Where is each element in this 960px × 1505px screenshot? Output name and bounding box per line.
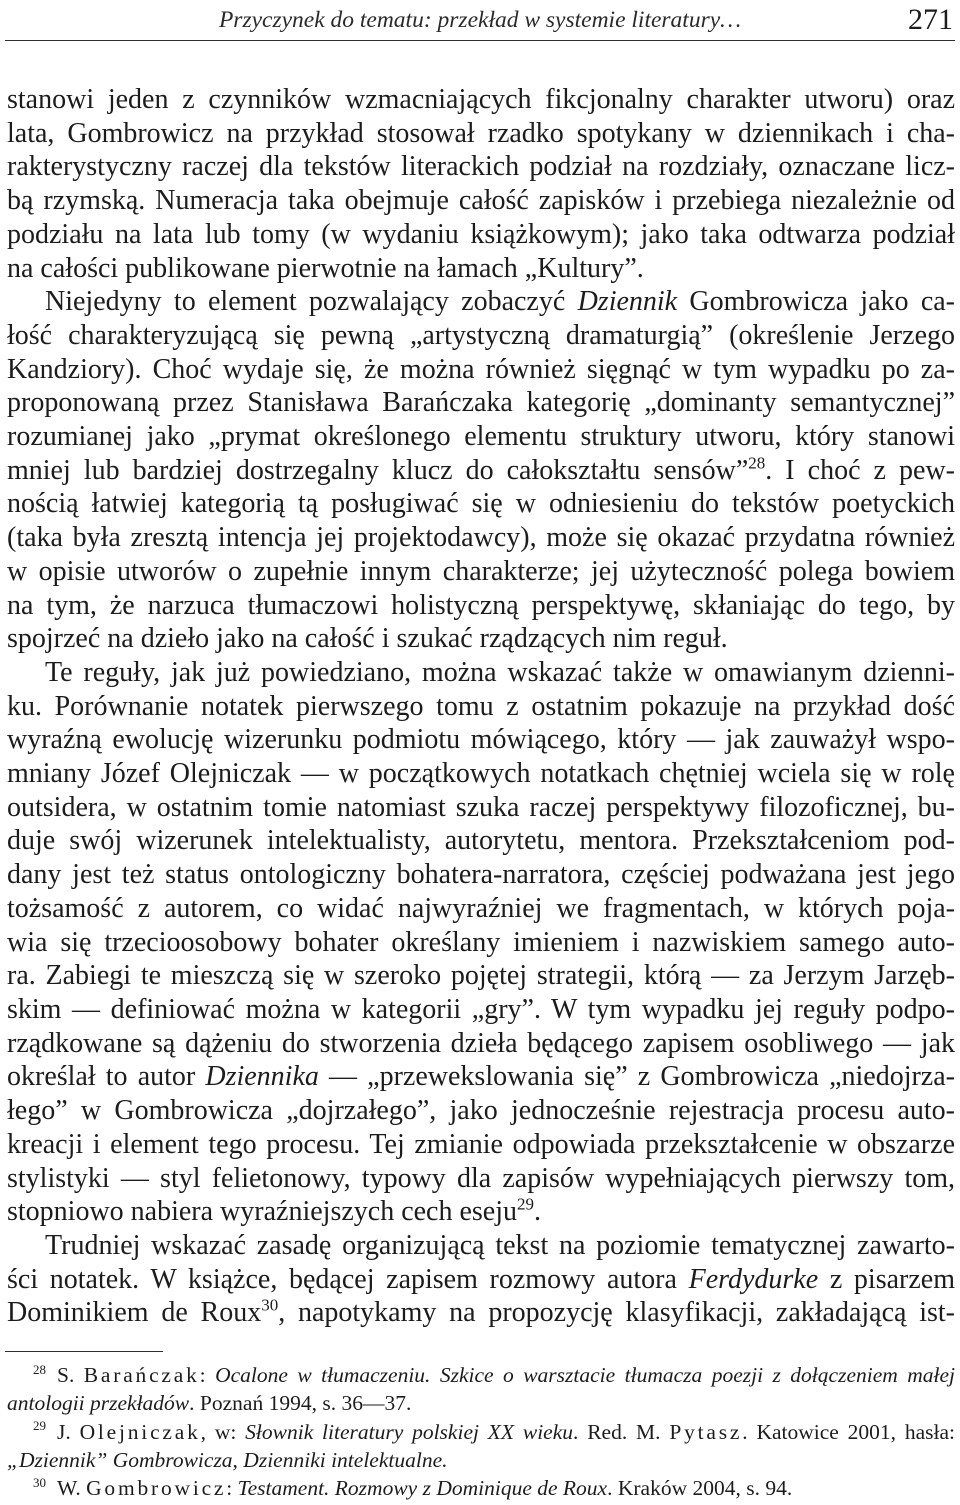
running-title: Przyczynek do tematu: przekład w systemie literatury… xyxy=(218,7,742,33)
text-line xyxy=(7,1060,955,1094)
text-run: w opisie utworów o zupełnie innym charakterze; jej użyteczność polega bowiem xyxy=(7,555,955,587)
text-run: rozumianej jako „prymat określonego elementu struktury utworu, który stanowi xyxy=(7,421,955,453)
text-run: rządkowane są dążeniu do stworzenia dzieła będącego zapisem osobliwego — jak xyxy=(7,1027,955,1059)
text-line xyxy=(7,1162,955,1196)
text-line xyxy=(7,184,955,218)
footnote xyxy=(7,1418,955,1475)
text-line xyxy=(7,824,955,858)
text-run: dany jest też status ontologiczny bohatera-narratora, częściej podważana jest jego xyxy=(7,859,955,891)
italic-text: Dziennik xyxy=(577,286,678,318)
text-run: . Kraków 2004, s. 94. xyxy=(607,1476,793,1501)
text-line xyxy=(7,252,955,286)
text-line xyxy=(7,1128,955,1162)
footnote-line xyxy=(7,1389,955,1417)
text-line xyxy=(7,656,955,690)
text-run: ku. Porównanie notatek pierwszego tomu z ostatnim pokazuje na przykład dość xyxy=(7,690,955,722)
text-line xyxy=(7,1195,955,1229)
header-rule xyxy=(5,40,955,41)
text-run: mniany Józef Olejniczak — w początkowych notatkach chętniej wciela się w rolę xyxy=(7,758,955,790)
text-line xyxy=(7,386,955,420)
text-run: Kandziory). Choć wydaje się, że można również sięgnąć w tym wypadku po za- xyxy=(7,353,955,385)
body-text xyxy=(7,83,955,1330)
footnote-number: 28 xyxy=(33,1361,46,1377)
text-line xyxy=(7,521,955,555)
text-run: . Poznań 1994, s. 36—37. xyxy=(189,1391,412,1416)
paragraph xyxy=(7,1229,955,1330)
spaced-author-name: Barańczak xyxy=(83,1363,200,1387)
paragraph xyxy=(7,83,955,285)
text-line xyxy=(7,285,955,319)
text-line xyxy=(7,926,955,960)
footnote-reference: 30 xyxy=(261,1295,279,1315)
text-line xyxy=(7,487,955,521)
text-line xyxy=(7,690,955,724)
text-line xyxy=(7,892,955,926)
italic-text: Ocalone w tłumaczeniu. Szkice o warsztacie tłumacza poezji z dołączeniem małej xyxy=(215,1363,955,1387)
text-run: określał to autor xyxy=(7,1061,206,1093)
text-run: rakterystyczny raczej dla tekstów literackich podział na rozdziały, oznaczane licz- xyxy=(7,151,955,183)
text-run: outsidera, w ostatnim tomie natomiast szuka raczej perspektywy filozoficznej, bu- xyxy=(7,791,955,823)
text-run: łego” w Gombrowicza „dojrzałego”, jako jednocześnie rejestracja procesu auto- xyxy=(7,1095,955,1127)
text-run: W. xyxy=(57,1476,87,1501)
spaced-author-name: Gombrowicz xyxy=(86,1476,227,1501)
footnote-number: 29 xyxy=(33,1418,46,1434)
text-line xyxy=(7,117,955,151)
text-run: stanowi jeden z czynników wzmacniających fikcjonalny charakter utworu) oraz xyxy=(7,84,955,115)
text-line xyxy=(7,757,955,791)
text-run: S. xyxy=(57,1363,84,1387)
text-run: stylistyki — styl felietonowy, typowy dla zapisów wypełniających pierwszy tom, xyxy=(7,1162,955,1194)
text-line xyxy=(7,959,955,993)
text-run: . Red. M. xyxy=(573,1419,670,1444)
text-line xyxy=(7,353,955,387)
italic-text: antologii przekładów xyxy=(7,1391,190,1416)
text-run: proponowaną przez Stanisława Barańczaka kategorię „dominanty semantycznej” xyxy=(7,387,955,419)
text-line xyxy=(7,1263,955,1297)
text-run: : xyxy=(199,1363,216,1387)
text-run: łość charakteryzującą się pewną „artystyczną dramaturgią” (określenie Jerzego xyxy=(7,319,955,351)
footnote-reference: 28 xyxy=(748,453,766,473)
text-line xyxy=(7,1094,955,1128)
text-line xyxy=(7,723,955,757)
text-line xyxy=(7,218,955,252)
text-run: kreacji i element tego procesu. Tej zmianie odpowiada przekształcenie w obszarze xyxy=(7,1128,955,1160)
text-run: duje swój wizerunek intelektualisty, autorytetu, mentora. Przekształceniom pod- xyxy=(7,825,955,857)
text-run: stopniowo nabiera wyraźniejszych cech eseju xyxy=(7,1196,518,1228)
paragraph xyxy=(7,285,955,656)
page-number: 271 xyxy=(908,3,953,36)
footnotes xyxy=(7,1361,955,1502)
text-run: Gombrowicza jako ca- xyxy=(677,286,955,318)
italic-text: Słownik literatury polskiej XX wieku xyxy=(245,1419,574,1444)
text-line xyxy=(7,1027,955,1061)
text-line xyxy=(7,555,955,589)
footnote-line xyxy=(7,1361,955,1389)
text-run: , w: xyxy=(200,1419,246,1444)
text-line xyxy=(7,589,955,623)
text-run: wyraźną ewolucję wizerunku podmiotu mówiącego, który — jak zauważył wspo- xyxy=(7,724,955,756)
text-line xyxy=(7,993,955,1027)
italic-text: „Dziennik” Gombrowicza, Dzienniki intelektualne. xyxy=(7,1447,448,1472)
text-run: tożsamość z autorem, co widać najwyraźniej we fragmentach, w których poja- xyxy=(7,892,955,924)
text-run: Dominikiem de Roux xyxy=(7,1297,262,1329)
text-run: na tym, że narzuca tłumaczowi holistyczną perspektywę, skłaniając do tego, by xyxy=(7,589,955,621)
text-line xyxy=(7,858,955,892)
text-line xyxy=(7,1229,955,1263)
text-run: ra. Zabiegi te mieszczą się w szeroko pojętej strategii, którą — za Jerzym Jarzęb- xyxy=(7,960,955,992)
text-run: bą rzymską. Numeracja taka obejmuje całość zapisków i przebiega niezależnie od xyxy=(7,185,955,217)
paragraph xyxy=(7,656,955,1229)
text-run: ści notatek. W książce, będącej zapisem rozmowy autora xyxy=(7,1263,689,1295)
text-run: skim — definiować można w kategorii „gry”. W tym wypadku jej reguły podpo- xyxy=(7,993,955,1025)
text-run: . xyxy=(534,1196,542,1228)
text-run: podziału na lata lub tomy (w wydaniu książkowym); jako taka odtwarza podział xyxy=(7,218,955,250)
text-run: Trudniej wskazać zasadę organizującą tekst na poziomie tematycznej zawarto- xyxy=(45,1229,955,1261)
text-run: z pisarzem xyxy=(818,1263,955,1295)
spaced-author-name: Olejniczak xyxy=(79,1419,201,1444)
spaced-author-name: Pytasz xyxy=(669,1419,743,1444)
text-run: wia się trzecioosobowy bohater określany imieniem i nazwiskiem samego auto- xyxy=(7,926,955,958)
footnote-separator xyxy=(5,1351,163,1352)
text-run: Niejedyny to element pozwalający zobaczyć xyxy=(45,286,578,318)
footnote-line xyxy=(7,1446,955,1474)
text-run: mniej lub bardziej dostrzegalny klucz do całokształtu sensów” xyxy=(7,454,749,486)
text-line xyxy=(7,319,955,353)
footnote-number: 30 xyxy=(33,1475,46,1491)
text-run: nością łatwiej kategorią tą posługiwać się w odniesieniu do tekstów poetyckich xyxy=(7,488,955,520)
text-run: J. xyxy=(57,1419,80,1444)
text-run: . Katowice 2001, hasła: xyxy=(742,1419,955,1444)
footnote xyxy=(7,1474,955,1502)
italic-text: Ferdydurke xyxy=(688,1263,819,1295)
text-line xyxy=(7,791,955,825)
text-line xyxy=(7,83,955,117)
text-run: spojrzeć na dzieło jako na całość i szukać rządzących nim reguł. xyxy=(7,623,728,655)
text-line xyxy=(7,1296,955,1330)
text-run: (taka była zresztą intencja jej projektodawcy), może się okazać przydatna również xyxy=(7,522,955,554)
text-line xyxy=(7,150,955,184)
text-run: Te reguły, jak już powiedziano, można wskazać także w omawianym dzienni- xyxy=(45,656,955,688)
text-run: na całości publikowane pierwotnie na łamach „Kultury”. xyxy=(7,252,644,284)
footnote-reference: 29 xyxy=(517,1194,535,1214)
text-run: lata, Gombrowicz na przykład stosował rzadko spotykany w dziennikach i cha- xyxy=(7,117,955,149)
text-run: . I choć z pew- xyxy=(765,454,955,486)
text-line xyxy=(7,454,955,488)
footnote-line xyxy=(7,1474,955,1502)
footnote xyxy=(7,1361,955,1418)
italic-text: Dziennika xyxy=(205,1061,319,1093)
footnote-line xyxy=(7,1418,955,1446)
text-run: : xyxy=(226,1476,238,1501)
italic-text: Testament. Rozmowy z Dominique de Roux xyxy=(237,1476,608,1501)
text-line xyxy=(7,622,955,656)
text-run: — „przewekslowania się” z Gombrowicza „niedojrza- xyxy=(318,1061,955,1093)
text-line xyxy=(7,420,955,454)
text-run: , napotykamy na propozycję klasyfikacji, zakładającą ist- xyxy=(278,1297,955,1329)
